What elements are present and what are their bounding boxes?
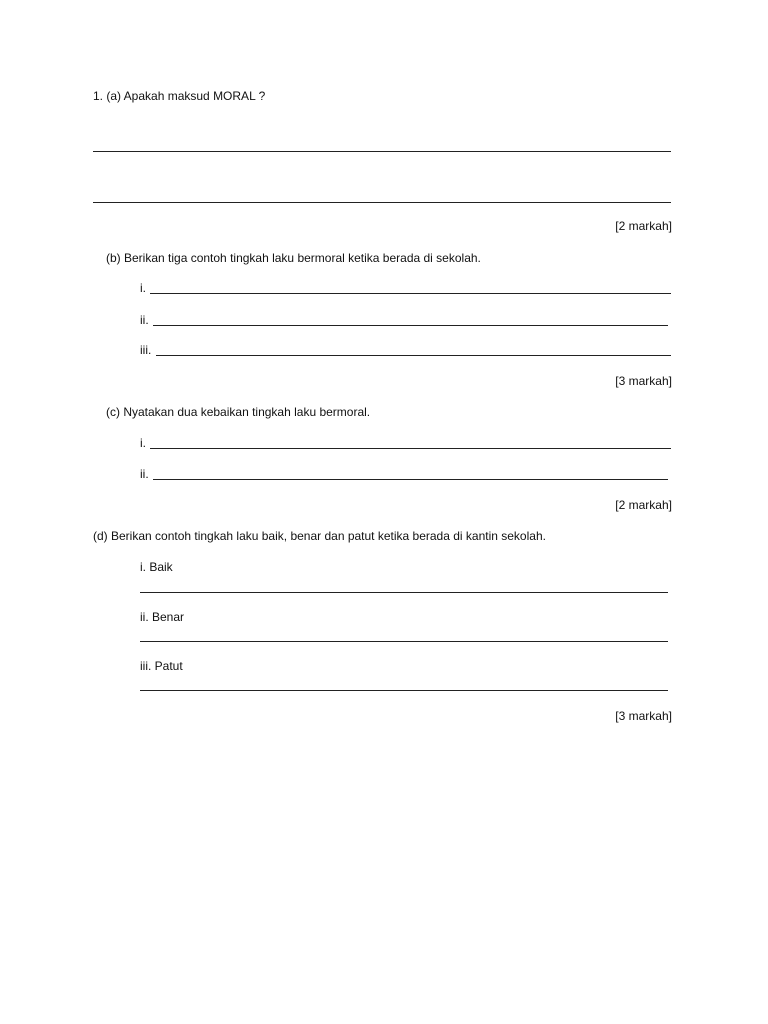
answer-line-1d-benar[interactable] <box>140 641 668 642</box>
answer-line-1c-ii[interactable] <box>153 479 668 480</box>
answer-line-1d-patut[interactable] <box>140 690 668 691</box>
question-1c-item-label: ii. <box>140 467 149 481</box>
question-1b-item-label: iii. <box>140 343 152 357</box>
answer-line-1b-ii[interactable] <box>153 325 668 326</box>
marks-1a: [2 markah] <box>615 219 672 233</box>
question-1b-item-label: ii. <box>140 313 149 327</box>
marks-1c: [2 markah] <box>615 498 672 512</box>
answer-line-1a-1[interactable] <box>93 151 671 152</box>
answer-line-1a-2[interactable] <box>93 202 671 203</box>
question-1b-text: (b) Berikan tiga contoh tingkah laku bermoral ketika berada di sekolah. <box>106 251 481 265</box>
question-1c-text: (c) Nyatakan dua kebaikan tingkah laku bermoral. <box>106 405 371 419</box>
answer-line-1c-i[interactable] <box>150 448 671 449</box>
question-1b-item-label: i. <box>140 281 146 295</box>
answer-line-1b-i[interactable] <box>150 293 671 294</box>
question-1a-text: 1. (a) Apakah maksud MORAL ? <box>93 89 266 103</box>
question-1d-item-label: i. Baik <box>140 560 173 574</box>
marks-1d: [3 markah] <box>615 709 672 723</box>
answer-line-1b-iii[interactable] <box>156 355 671 356</box>
marks-1b: [3 markah] <box>615 374 672 388</box>
question-1d-text: (d) Berikan contoh tingkah laku baik, benar dan patut ketika berada di kantin sekolah. <box>93 529 546 543</box>
question-1d-item-label: iii. Patut <box>140 659 183 673</box>
answer-line-1d-baik[interactable] <box>140 592 668 593</box>
question-1c-item-label: i. <box>140 436 146 450</box>
question-1d-item-label: ii. Benar <box>140 610 185 624</box>
